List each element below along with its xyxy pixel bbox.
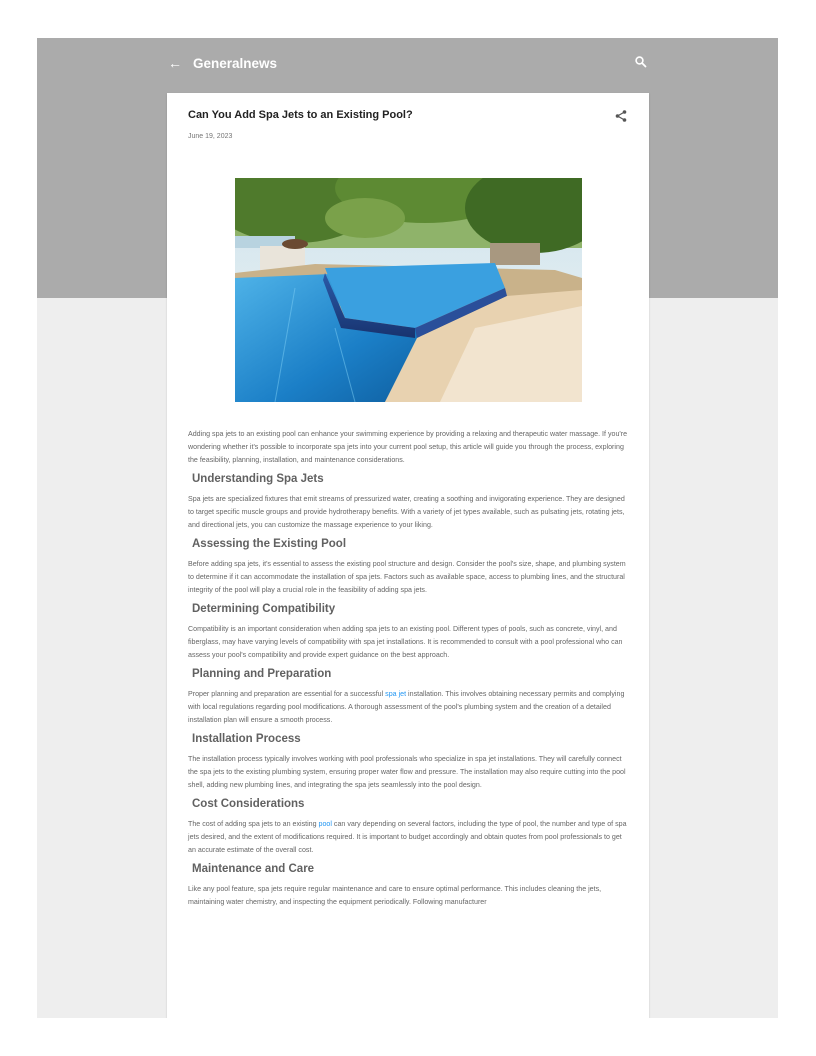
paragraph-text: Proper planning and preparation are essential for a successful: [188, 690, 386, 698]
arrow-left-icon[interactable]: ←: [168, 55, 182, 71]
section-paragraph: Like any pool feature, spa jets require regular maintenance and care to ensure optimal performance. This includes cleaning the jets, maintaining water chemistry, and inspecting the equipment periodically. Following manufacturer: [188, 885, 602, 906]
post-title: Can You Add Spa Jets to an Existing Pool?: [188, 109, 413, 121]
page-frame: [37, 38, 778, 1018]
post-date: June 19, 2023: [188, 133, 233, 140]
section-paragraph: The installation process typically involves working with pool professionals who specialize in spa jet installations. They will carefully connect the spa jets to the existing plumbing system, ensuring proper water flow and pressure. The installation may also require cutting into the pool shell, adding new plumbing lines, and integrating the spa jets seamlessly into the pool design.: [188, 755, 626, 789]
top-app-bar: [167, 50, 650, 76]
paragraph-text: The cost of adding spa jets to an existing: [188, 820, 319, 828]
site-title[interactable]: Generalnews: [193, 55, 278, 71]
spa-jet-link[interactable]: spa jet: [385, 690, 407, 698]
share-icon[interactable]: [614, 109, 628, 123]
pool-link[interactable]: pool: [318, 820, 332, 828]
section-heading: Assessing the Existing Pool: [192, 538, 347, 550]
section-heading: Installation Process: [192, 733, 301, 745]
section-paragraph: Compatibility is an important consideration when adding spa jets to an existing pool. Different types of pools, such as concrete, vinyl, and fiberglass, may have varying levels of compatibility with spa jet installations. It is recommended to consult with a pool professional who can assess your pool's compatibility and provide expert guidance on the best approach.: [188, 625, 623, 659]
section-heading: Planning and Preparation: [192, 668, 332, 680]
paragraph-text: can vary depending on several factors, including the type of pool, the number and type of spa jets desired, and the extent of modifications required. It is important to budget accordingly and obtain quotes from pool professionals to get an accurate estimate of the overall cost.: [188, 820, 627, 854]
section-heading: Understanding Spa Jets: [192, 473, 324, 485]
paragraph-text: installation. This involves obtaining necessary permits and complying with local regulations regarding pool modifications. A thorough assessment of the pool's plumbing system and the creation of a detailed installation plan will ensure a smooth process.: [188, 690, 625, 724]
section-paragraph: [188, 818, 628, 857]
section-heading: Cost Considerations: [192, 798, 305, 810]
section-heading: Determining Compatibility: [192, 603, 336, 615]
post-body: [188, 428, 628, 909]
pool-photo: [235, 178, 582, 402]
section-heading: Maintenance and Care: [192, 863, 315, 875]
section-paragraph: Before adding spa jets, it's essential to assess the existing pool structure and design. Consider the pool's size, shape, and plumbing system to determine if it can accommodate the installation of spa jets. Factors such as available space, access to plumbing lines, and the structural integrity of the pool will play a crucial role in the feasibility of adding spa jets.: [188, 560, 626, 594]
search-icon[interactable]: [634, 55, 648, 69]
post-card: [167, 93, 649, 1018]
intro-paragraph: Adding spa jets to an existing pool can enhance your swimming experience by providing a relaxing and therapeutic water massage. If you're wondering whether it's possible to incorporate spa jets into your current pool setup, this article will guide you through the process, exploring the feasibility, planning, installation, and maintenance considerations.: [188, 430, 628, 464]
section-paragraph: [188, 688, 628, 727]
section-paragraph: Spa jets are specialized fixtures that emit streams of pressurized water, creating a soothing and invigorating experience. They are designed to target specific muscle groups and provide hydrotherapy benefits. With a variety of jet types available, such as pulsating jets, rotating jets, and directional jets, you can customize the massage experience to your liking.: [188, 495, 625, 529]
